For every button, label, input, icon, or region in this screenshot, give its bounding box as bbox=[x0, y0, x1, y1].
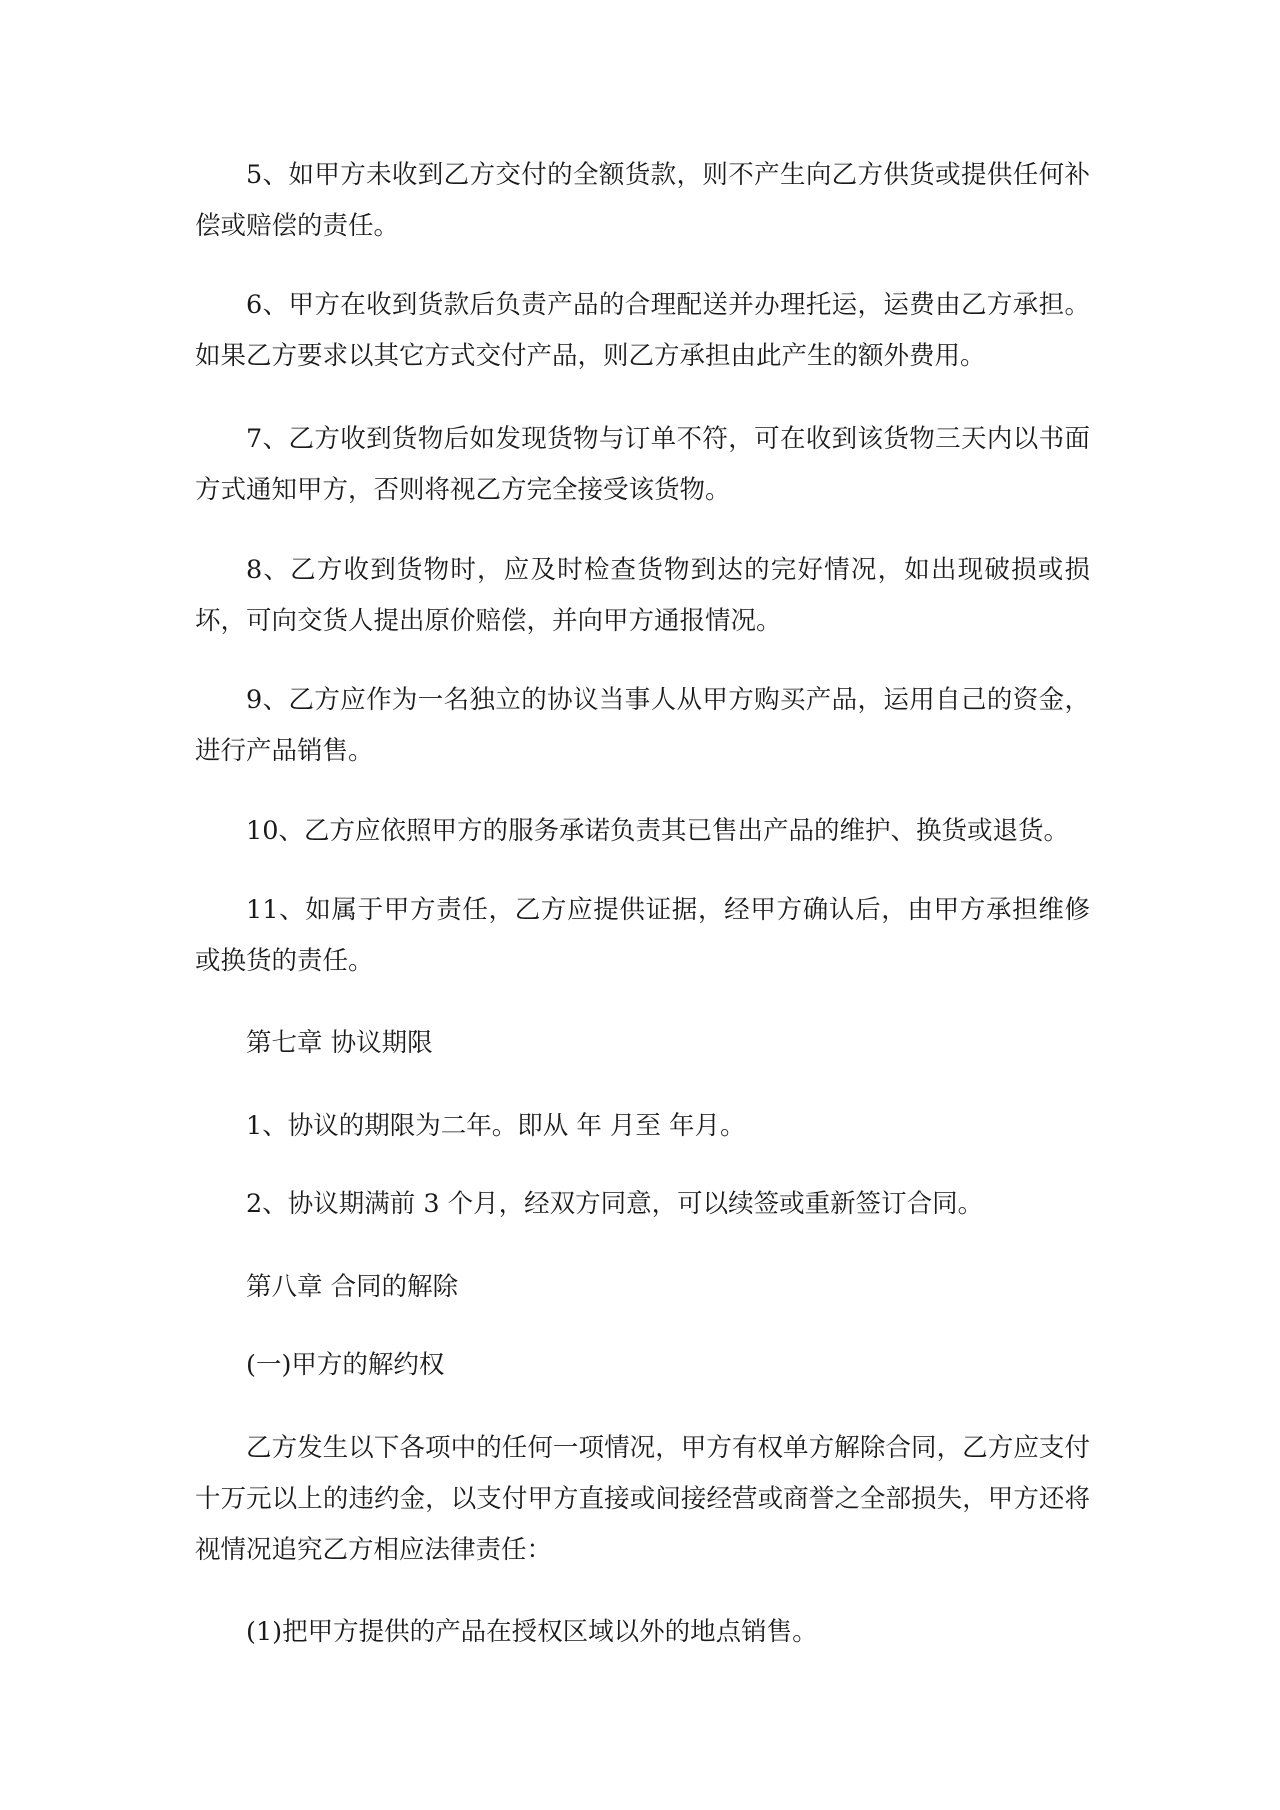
term-clause-1: 1、协议的期限为二年。即从 年 月至 年月。 bbox=[246, 1111, 746, 1141]
clause-6: 6、甲方在收到货款后负责产品的合理配送并办理托运，运费由乙方承担。如果乙方要求以其它方式交付产品，则乙方承担由此产生的额外费用。 bbox=[195, 290, 1090, 371]
clause-8: 8、乙方收到货物时，应及时检查货物到达的完好情况，如出现破损或损坏，可向交货人提出原价赔偿，并向甲方通报情况。 bbox=[195, 555, 1090, 636]
clause-7: 7、乙方收到货物后如发现货物与订单不符，可在收到该货物三天内以书面方式通知甲方，否则将视乙方完全接受该货物。 bbox=[195, 424, 1090, 505]
chapter-8-heading: 第八章 合同的解除 bbox=[246, 1272, 459, 1302]
section-heading-party-a-termination: (一)甲方的解约权 bbox=[246, 1350, 445, 1380]
chapter-7-heading: 第七章 协议期限 bbox=[246, 1028, 433, 1058]
term-clause-2: 2、协议期满前 3 个月，经双方同意，可以续签或重新签订合同。 bbox=[246, 1189, 984, 1219]
clause-9: 9、乙方应作为一名独立的协议当事人从甲方购买产品，运用自己的资金，进行产品销售。 bbox=[195, 685, 1090, 766]
clause-5: 5、如甲方未收到乙方交付的全额货款，则不产生向乙方供货或提供任何补偿或赔偿的责任。 bbox=[195, 160, 1090, 241]
clause-10: 10、乙方应依照甲方的服务承诺负责其已售出产品的维护、换货或退货。 bbox=[246, 816, 1069, 846]
clause-11: 11、如属于甲方责任，乙方应提供证据，经甲方确认后，由甲方承担维修或换货的责任。 bbox=[195, 895, 1090, 976]
termination-conditions-paragraph: 乙方发生以下各项中的任何一项情况，甲方有权单方解除合同，乙方应支付十万元以上的违约金，以支付甲方直接或间接经营或商誉之全部损失，甲方还将视情况追究乙方相应法律责任： bbox=[195, 1433, 1090, 1565]
termination-condition-1: (1)把甲方提供的产品在授权区域以外的地点销售。 bbox=[246, 1617, 818, 1647]
